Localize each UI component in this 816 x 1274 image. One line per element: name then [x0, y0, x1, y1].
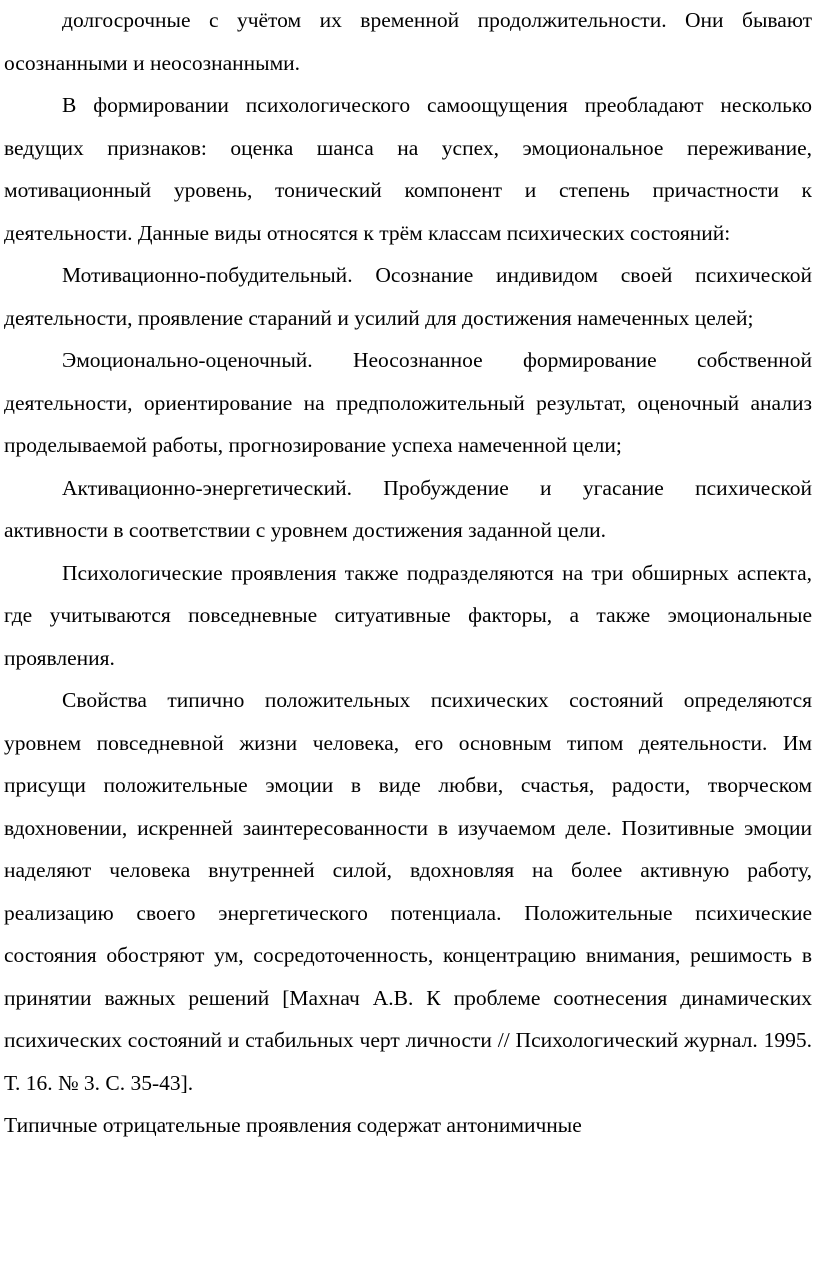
paragraph-feelings-features: В формировании психологического самоощущения преобладают несколько ведущих признаков: оценка шанса на успех, эмоциональное переживание, мотивационный уровень, тонический компонент и степень причастности к деятельности. Данные виды относятся к трём классам психических состояний:: [4, 93, 812, 245]
paragraph-positive-states: Свойства типично положительных психических состояний определяются уровнем повседневной жизни человека, его основным типом деятельности. Им присущи положительные эмоции в виде любви, счастья, радости, творческом вдохновении, искренней заинтересованности в изучаемом деле. Позитивные эмоции наделяют человека внутренней силой, вдохновляя на более активную работу, реализацию своего энергетического потенциала. Положительные психические состояния обостряют ум, сосредоточенность, концентрацию внимания, решимость в принятии важных решений [Махнач А.В. К проблеме соотнесения динамических психических состояний и стабильных черт личности // Психологический журнал. 1995. Т. 16. № 3. С. 35-43].: [4, 688, 812, 1095]
paragraph-continuation: долгосрочные с учётом их временной продолжительности. Они бывают осознанными и неосознанными.: [4, 8, 812, 75]
paragraph-manifestations: Психологические проявления также подразделяются на три обширных аспекта, где учитываются повседневные ситуативные факторы, а также эмоциональные проявления.: [4, 560, 812, 670]
paragraph-motivational: Мотивационно-побудительный. Осознание индивидом своей психической деятельности, проявление стараний и усилий для достижения намеченных целей;: [4, 263, 812, 330]
paragraph-negative-states: Типичные отрицательные проявления содержат антонимичные: [4, 1113, 582, 1137]
paragraph-activation: Активационно-энергетический. Пробуждение и угасание психической активности в соответствии с уровнем достижения заданной цели.: [4, 475, 812, 542]
paragraph-emotional: Эмоционально-оценочный. Неосознанное формирование собственной деятельности, ориентирование на предположительный результат, оценочный анализ проделываемой работы, прогнозирование успеха намеченной цели;: [4, 348, 812, 457]
